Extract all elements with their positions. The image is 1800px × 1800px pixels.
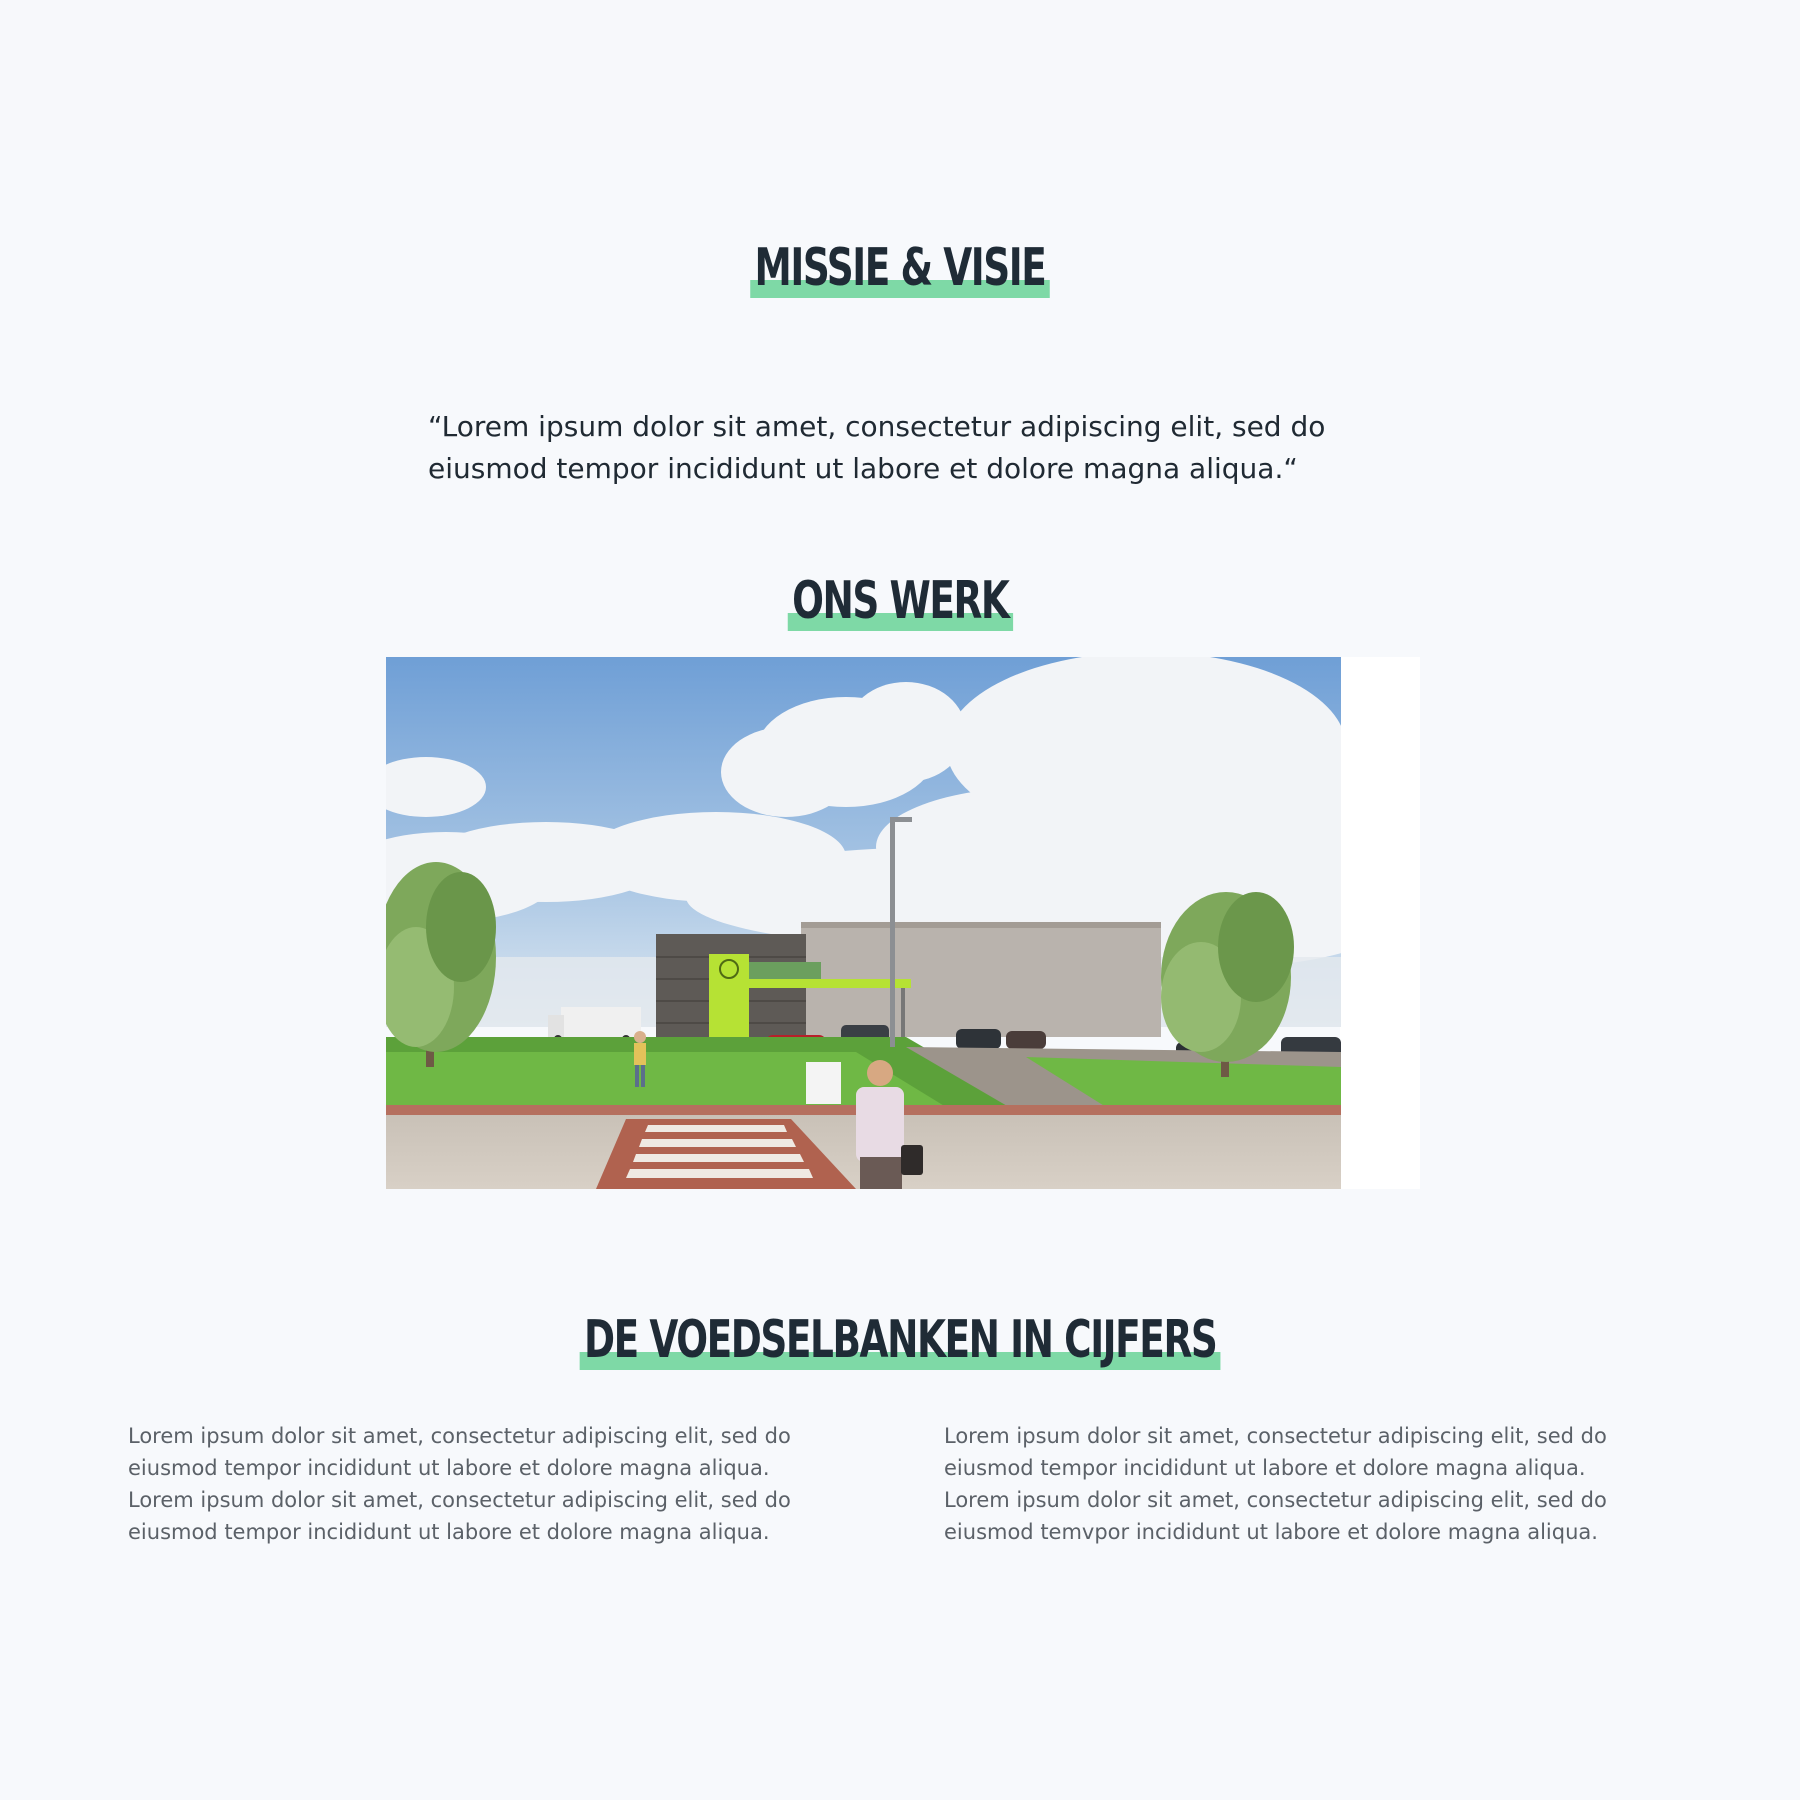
top-band [0, 0, 1800, 150]
section-title-cijfers [0, 1310, 1800, 1370]
mission-quote: “Lorem ipsum dolor sit amet, consectetur adipiscing elit, sed do eiusmod tempor incididunt ut labore et dolore magna aliqua.“ [428, 410, 1326, 485]
building-rendering-image [386, 657, 1341, 1189]
photo-backer [1340, 657, 1420, 1189]
section-title-missie-visie-text: MISSIE & VISIE [750, 238, 1050, 298]
cijfers-text-left: Lorem ipsum dolor sit amet, consectetur adipiscing elit, sed do eiusmod tempor incididunt ut labore et dolore magna aliqua. Lorem ipsum dolor sit amet, consectetur adipiscing elit, sed do eiusmod tempor incididunt ut labore et dolore magna aliqua. [128, 1424, 791, 1544]
cijfers-text-right: Lorem ipsum dolor sit amet, consectetur adipiscing elit, sed do eiusmod tempor incididunt ut labore et dolore magna aliqua. Lorem ipsum dolor sit amet, consectetur adipiscing elit, sed do eiusmod temvpor incididunt ut labore et dolore magna aliqua. [944, 1424, 1607, 1544]
section-title-ons-werk [0, 571, 1800, 631]
section-title-missie-visie [0, 238, 1800, 298]
section-title-ons-werk-text: ONS WERK [788, 571, 1013, 631]
section-title-cijfers-text: DE VOEDSELBANKEN IN CIJFERS [579, 1310, 1220, 1370]
